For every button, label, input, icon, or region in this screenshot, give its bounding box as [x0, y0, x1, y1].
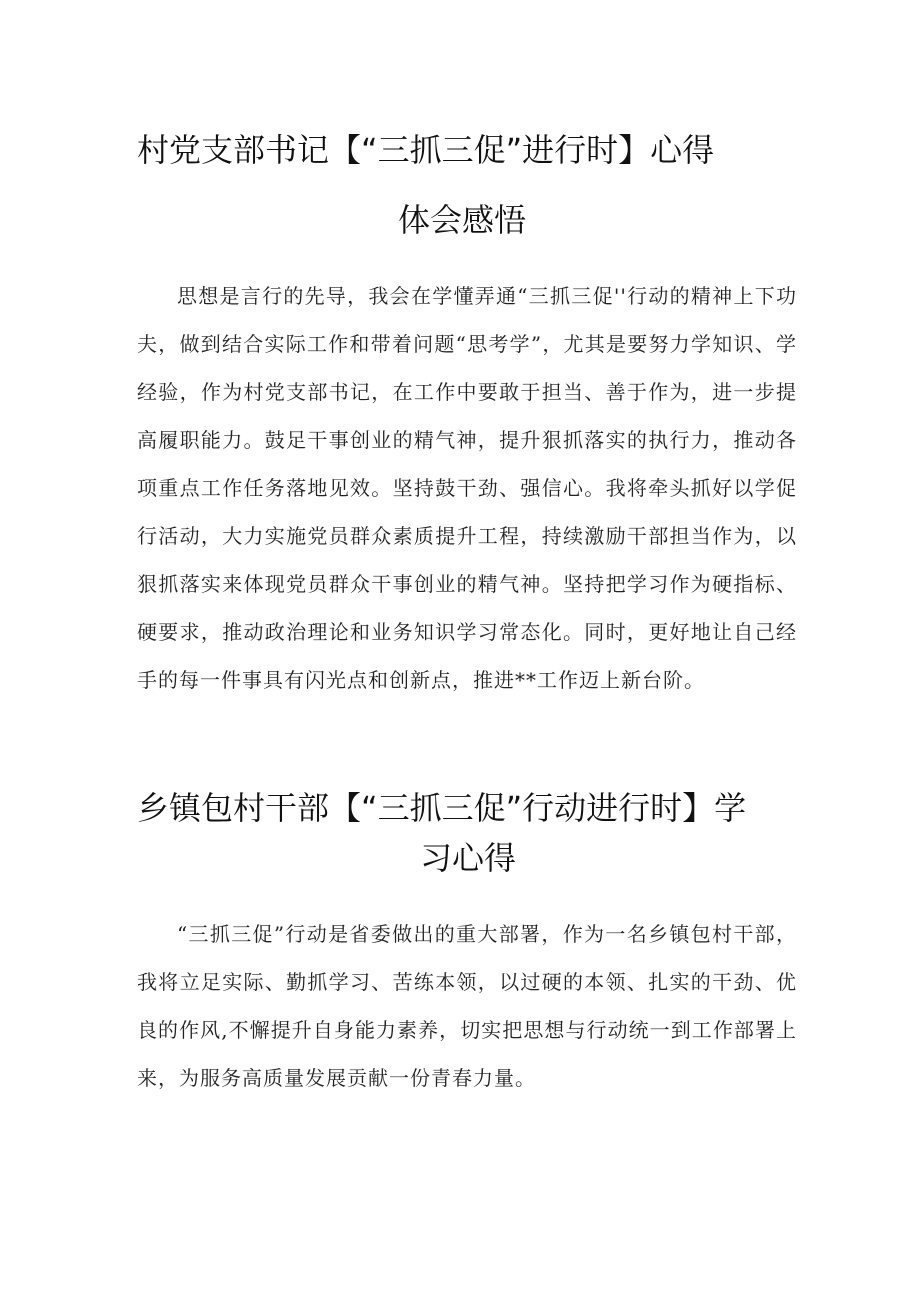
section2-title-line2: 习心得 — [420, 839, 517, 877]
section1-title-line2: 体会感悟 — [398, 201, 527, 239]
section1-title-line1: 村党支部书记【“三抓三促”进行时】心得 — [137, 131, 715, 169]
section2-body-paragraph: “三抓三促”行动是省委做出的重大部署，作为一名乡镇包村干部，我将立足实际、勤抓学习、苦练本领，以过硬的本领、扎实的干劲、优良的作风,不懈提升自身能力素养，切实把思想与行动统一到工作部署上来，为服务高质量发展贡献一份青春力量。 — [137, 922, 797, 1090]
section1-body-paragraph: 思想是言行的先导，我会在学懂弄通“三抓三促''行动的精神上下功夫，做到结合实际工作和带着问题“思考学”，尤其是要努力学知识、学经验，作为村党支部书记，在工作中要敢于担当、善于作为，进一步提高履职能力。鼓足干事创业的精气神，提升狠抓落实的执行力，推动各项重点工作任务落地见效。坚持鼓干劲、强信心。我将牵头抓好以学促行活动，大力实施党员群众素质提升工程，持续激励干部担当作为，以狠抓落实来体现党员群众干事创业的精气神。坚持把学习作为硬指标、硬要求，推动政治理论和业务知识学习常态化。同时，更好地让自己经手的每一件事具有闪光点和创新点，推进**工作迈上新台阶。 — [137, 284, 797, 692]
section2-title-line1: 乡镇包村干部【“三抓三促”行动进行时】学 — [137, 789, 747, 827]
